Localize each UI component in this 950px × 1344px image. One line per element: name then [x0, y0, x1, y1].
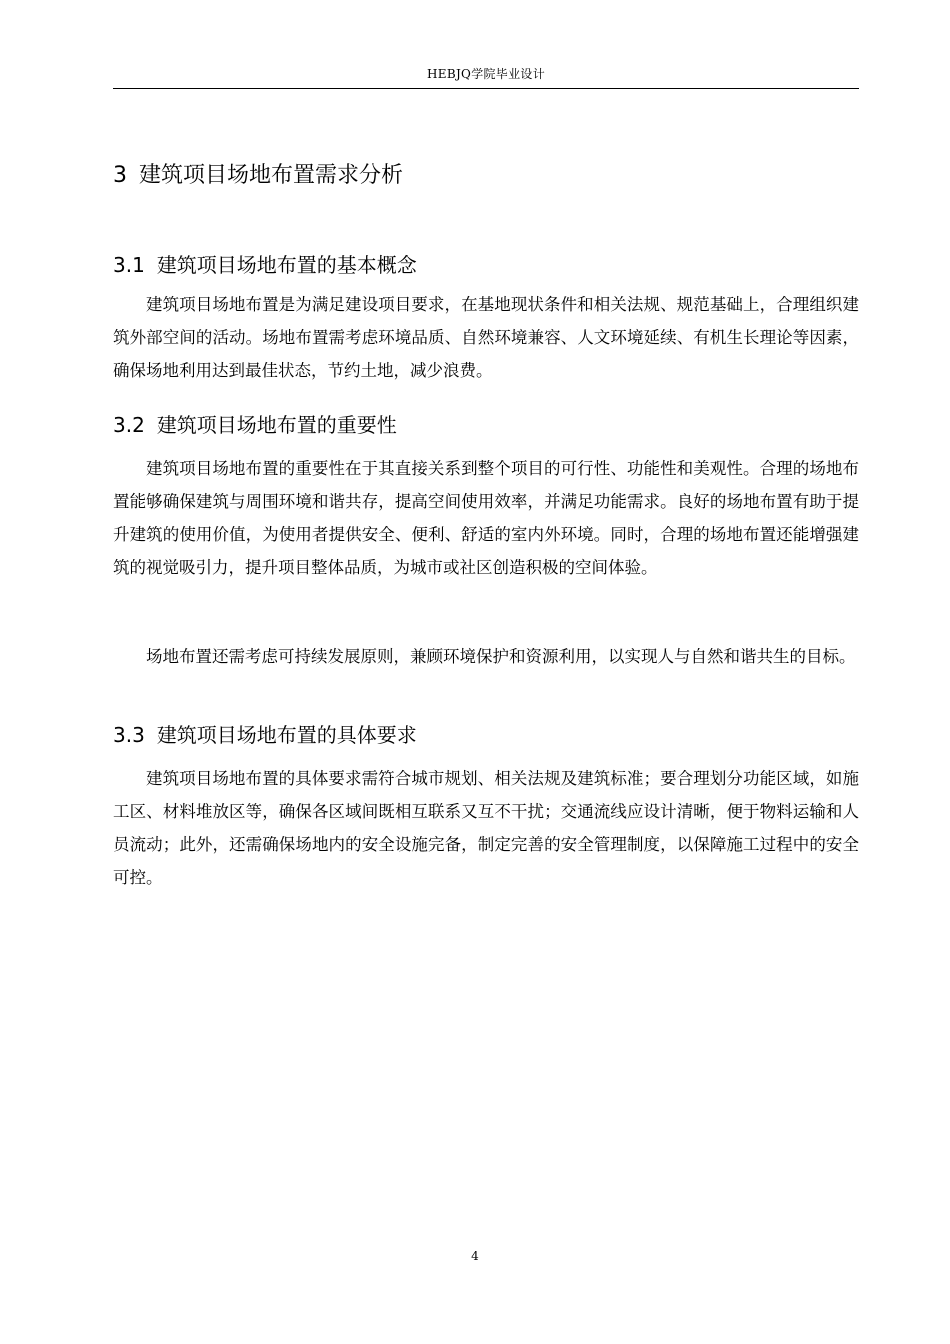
page-number: 4: [471, 1249, 479, 1263]
section-title-text: 建筑项目场地布置的重要性: [156, 413, 397, 437]
chapter-number: 3: [113, 163, 127, 188]
section-title-text: 建筑项目场地布置的具体要求: [156, 723, 417, 747]
paragraph-3-1-1: 建筑项目场地布置是为满足建设项目要求，在基地现状条件和相关法规、规范基础上，合理组织建筑外部空间的活动。场地布置需考虑环境品质、自然环境兼容、人文环境延续、有机生长理论等因素，确保场地利用达到最佳状态，节约土地，减少浪费。: [113, 295, 859, 380]
paragraph-3-3-1: 建筑项目场地布置的具体要求需符合城市规划、相关法规及建筑标准；要合理划分功能区域，如施工区、材料堆放区等，确保各区域间既相互联系又互不干扰；交通流线应设计清晰，便于物料运输和人员流动；此外，还需确保场地内的安全设施完备，制定完善的安全管理制度，以保障施工过程中的安全可控。: [113, 769, 859, 887]
section-heading-3-1: [113, 250, 417, 280]
section-number: 3.2: [113, 413, 145, 437]
chapter-title: [113, 160, 403, 192]
running-header: HEBJQ学院毕业设计: [427, 67, 545, 81]
section-heading-3-2: [113, 410, 397, 440]
header-rule: [113, 88, 859, 89]
section-number: 3.1: [113, 253, 145, 277]
paragraph-3-2-2: 场地布置还需考虑可持续发展原则，兼顾环境保护和资源利用，以实现人与自然和谐共生的目标。: [146, 647, 856, 666]
section-number: 3.3: [113, 723, 145, 747]
paragraph-3-2-1: 建筑项目场地布置的重要性在于其直接关系到整个项目的可行性、功能性和美观性。合理的场地布置能够确保建筑与周围环境和谐共存，提高空间使用效率，并满足功能需求。良好的场地布置有助于提升建筑的使用价值，为使用者提供安全、便利、舒适的室内外环境。同时，合理的场地布置还能增强建筑的视觉吸引力，提升项目整体品质，为城市或社区创造积极的空间体验。: [113, 459, 859, 577]
chapter-title-text: 建筑项目场地布置需求分析: [139, 163, 404, 188]
section-title-text: 建筑项目场地布置的基本概念: [156, 253, 417, 277]
section-heading-3-3: [113, 720, 417, 750]
